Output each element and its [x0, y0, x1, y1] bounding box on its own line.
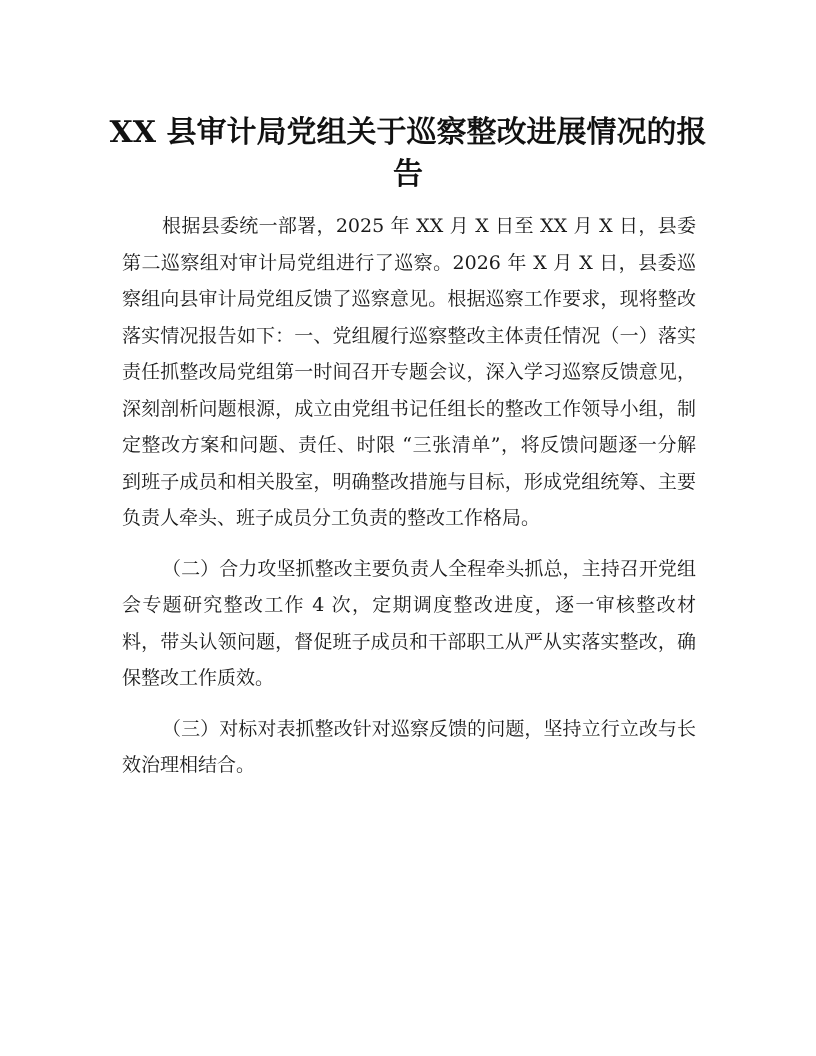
paragraph-intro: 根据县委统一部署，2025 年 XX 月 X 日至 XX 月 X 日，县委第二巡察组对审计局党组进行了巡察。2026 年 X 月 X 日，县委巡察组向县审计局党组反馈了巡察意见。根据巡察工作要求，现将整改落实情况报告如下：一、党组履行巡察整改主体责任情况（一）落实责任抓整改局党组第一时间召开专题会议，深入学习巡察反馈意见，深刻剖析问题根源，成立由党组书记任组长的整改工作领导小组，制定整改方案和问题、责任、时限 “三张清单”，将反馈问题逐一分解到班子成员和相关股室，明确整改措施与目标，形成党组统筹、主要负责人牵头、班子成员分工负责的整改工作格局。	[122, 215, 696, 529]
paragraph-section-3: （三）对标对表抓整改针对巡察反馈的问题，坚持立行立改与长效治理相结合。	[122, 717, 696, 776]
document-body	[122, 208, 696, 784]
paragraph-section-2: （二）合力攻坚抓整改主要负责人全程牵头抓总，主持召开党组会专题研究整改工作 4 次，定期调度整改进度，逐一审核整改材料，带头认领问题，督促班子成员和干部职工从严从实落实整改，确保整改工作质效。	[122, 557, 696, 689]
document-title: XX 县审计局党组关于巡察整改进展情况的报告	[109, 115, 707, 192]
